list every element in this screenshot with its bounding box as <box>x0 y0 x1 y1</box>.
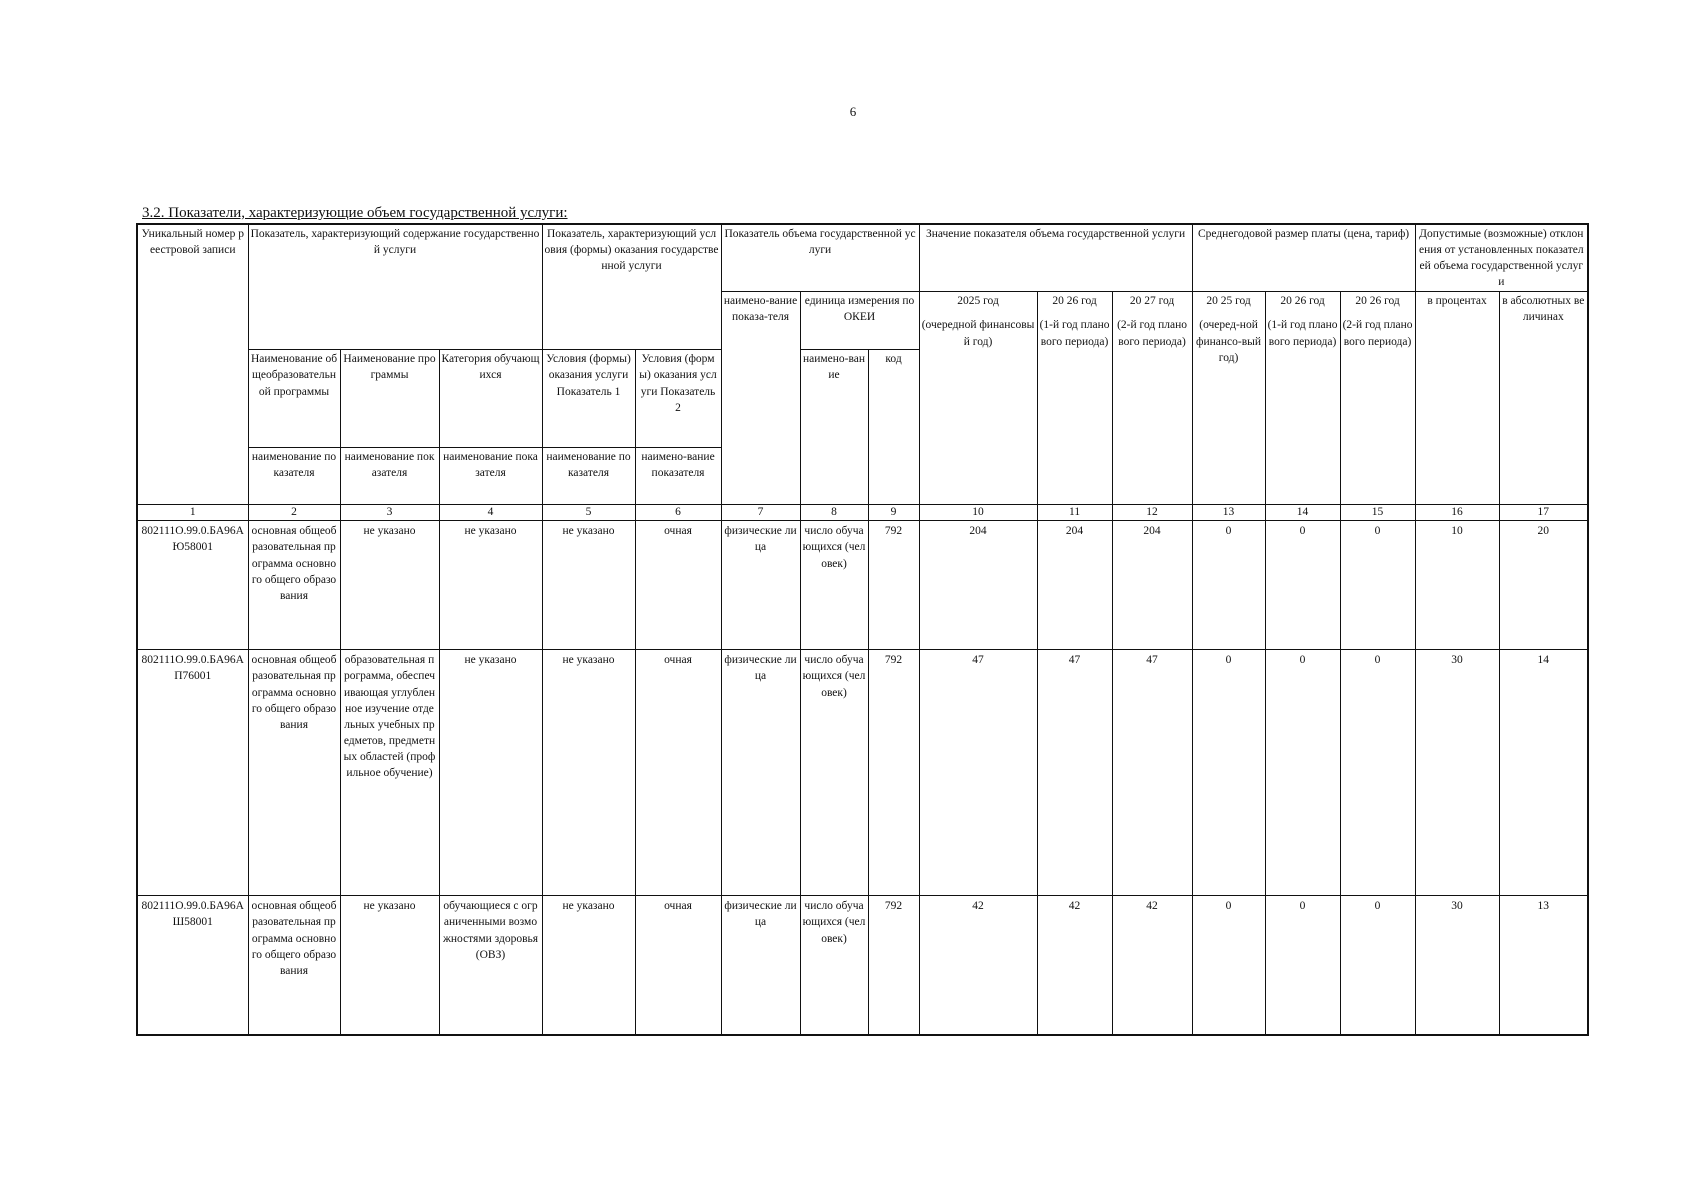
cell-price-2026b: 0 <box>1340 896 1415 1035</box>
cell-category: не указано <box>439 521 542 650</box>
header-condition-2: Условия (формы) оказания услуги Показатель 2 <box>635 350 721 448</box>
cell-value-2026: 47 <box>1037 650 1112 896</box>
cell-program-name: основная общеобразовательная программа основного общего образования <box>248 650 340 896</box>
header-indicator-name: наименование показателя <box>439 448 542 505</box>
header-unit-code: код <box>868 350 919 505</box>
header-program2-name: Наименование программы <box>340 350 439 448</box>
column-number: 7 <box>721 505 800 521</box>
year-note: (2-й год планового периода) <box>1342 319 1413 348</box>
column-number: 2 <box>248 505 340 521</box>
cell-unit-name: число обучающихся (человек) <box>800 896 868 1035</box>
year-note: (очередной финансовый год) <box>921 319 1035 348</box>
section-title: 3.2. Показатели, характеризующие объем государственной услуги: <box>142 205 568 221</box>
cell-registry-number: 802111О.99.0.БА96АП76001 <box>137 650 248 896</box>
cell-unit-code: 792 <box>868 896 919 1035</box>
year-note: (очеред-ной финансо-вый год) <box>1196 319 1262 364</box>
table-row <box>137 896 1588 1035</box>
column-number: 8 <box>800 505 868 521</box>
cell-program2-name: образовательная программа, обеспечивающая углубленное изучение отдельных учебных предметов, предметных областей (профильное обучение) <box>340 650 439 896</box>
header-registry-number: Уникальный номер реестровой записи <box>137 224 248 505</box>
cell-price-2026: 0 <box>1265 896 1340 1035</box>
cell-value-2025: 204 <box>919 521 1037 650</box>
header-col14-year <box>1265 292 1340 505</box>
cell-condition-2: очная <box>635 650 721 896</box>
cell-price-2026: 0 <box>1265 521 1340 650</box>
column-number: 5 <box>542 505 635 521</box>
cell-category: не указано <box>439 650 542 896</box>
cell-price-2026: 0 <box>1265 650 1340 896</box>
header-volume-group: Показатель объема государственной услуги <box>721 224 919 292</box>
column-number: 17 <box>1499 505 1588 521</box>
column-number: 3 <box>340 505 439 521</box>
header-col11-year <box>1037 292 1112 505</box>
year-note: (1-й год планового периода) <box>1267 319 1338 348</box>
cell-volume-name: физические лица <box>721 896 800 1035</box>
year-label: 20 26 год <box>1355 295 1400 308</box>
column-number: 12 <box>1112 505 1192 521</box>
cell-price-2026b: 0 <box>1340 650 1415 896</box>
cell-program2-name: не указано <box>340 521 439 650</box>
cell-unit-name: число обучающихся (человек) <box>800 521 868 650</box>
cell-category: обучающиеся с ограниченными возможностями здоровья (ОВЗ) <box>439 896 542 1035</box>
cell-value-2026: 204 <box>1037 521 1112 650</box>
cell-volume-name: физические лица <box>721 521 800 650</box>
column-number: 16 <box>1415 505 1499 521</box>
cell-condition-1: не указано <box>542 896 635 1035</box>
header-col10-year <box>919 292 1037 505</box>
header-dev-percent: в процентах <box>1415 292 1499 505</box>
cell-price-2025: 0 <box>1192 521 1265 650</box>
cell-dev-absolute: 13 <box>1499 896 1588 1035</box>
column-number: 15 <box>1340 505 1415 521</box>
header-conditions-group: Показатель, характеризующий условия (формы) оказания государственной услуги <box>542 224 721 350</box>
header-volume-name: наимено-вание показа-теля <box>721 292 800 505</box>
header-deviation-group: Допустимые (возможные) отклонения от установленных показателей объема государственной услуги <box>1415 224 1588 292</box>
cell-condition-2: очная <box>635 521 721 650</box>
year-label: 20 25 год <box>1206 295 1251 308</box>
year-note: (1-й год планового периода) <box>1039 319 1110 348</box>
header-col12-year <box>1112 292 1192 505</box>
column-number: 4 <box>439 505 542 521</box>
cell-unit-name: число обучающихся (человек) <box>800 650 868 896</box>
header-col15-year <box>1340 292 1415 505</box>
cell-unit-code: 792 <box>868 521 919 650</box>
cell-dev-percent: 10 <box>1415 521 1499 650</box>
column-number-row <box>137 505 1588 521</box>
header-category: Категория обучающихся <box>439 350 542 448</box>
header-unit-group: единица измерения по ОКЕИ <box>800 292 919 350</box>
cell-dev-absolute: 20 <box>1499 521 1588 650</box>
column-number: 14 <box>1265 505 1340 521</box>
header-indicator-name: наименование показателя <box>542 448 635 505</box>
cell-condition-1: не указано <box>542 650 635 896</box>
year-note: (2-й год планового периода) <box>1117 319 1187 348</box>
cell-value-2025: 47 <box>919 650 1037 896</box>
cell-price-2025: 0 <box>1192 650 1265 896</box>
cell-value-2025: 42 <box>919 896 1037 1035</box>
header-indicator-name: наименование показателя <box>340 448 439 505</box>
header-content-group: Показатель, характеризующий содержание государственной услуги <box>248 224 542 350</box>
cell-dev-percent: 30 <box>1415 650 1499 896</box>
header-dev-absolute: в абсолютных величинах <box>1499 292 1588 505</box>
header-indicator-name: наимено-вание показателя <box>635 448 721 505</box>
column-number: 6 <box>635 505 721 521</box>
cell-program2-name: не указано <box>340 896 439 1035</box>
header-price-group: Среднегодовой размер платы (цена, тариф) <box>1192 224 1415 292</box>
cell-value-2027: 42 <box>1112 896 1192 1035</box>
header-indicator-name: наименование показателя <box>248 448 340 505</box>
cell-value-2027: 47 <box>1112 650 1192 896</box>
header-program-name: Наименование общеобразовательной программы <box>248 350 340 448</box>
year-label: 20 26 год <box>1280 295 1325 308</box>
header-condition-1: Условия (формы) оказания услуги Показатель 1 <box>542 350 635 448</box>
cell-price-2026b: 0 <box>1340 521 1415 650</box>
column-number: 9 <box>868 505 919 521</box>
year-label: 20 27 год <box>1129 295 1175 308</box>
cell-value-2027: 204 <box>1112 521 1192 650</box>
cell-registry-number: 802111О.99.0.БА96АЮ58001 <box>137 521 248 650</box>
cell-program-name: основная общеобразовательная программа основного общего образования <box>248 521 340 650</box>
cell-registry-number: 802111О.99.0.БА96АШ58001 <box>137 896 248 1035</box>
year-label: 20 26 год <box>1052 295 1097 308</box>
column-number: 10 <box>919 505 1037 521</box>
cell-condition-2: очная <box>635 896 721 1035</box>
volume-indicators-table <box>136 223 1589 1036</box>
cell-condition-1: не указано <box>542 521 635 650</box>
table-row <box>137 521 1588 650</box>
cell-volume-name: физические лица <box>721 650 800 896</box>
header-unit-name: наимено-вание <box>800 350 868 505</box>
column-number: 11 <box>1037 505 1112 521</box>
cell-dev-percent: 30 <box>1415 896 1499 1035</box>
year-label: 2025 год <box>957 295 999 308</box>
cell-value-2026: 42 <box>1037 896 1112 1035</box>
header-col13-year <box>1192 292 1265 505</box>
cell-dev-absolute: 14 <box>1499 650 1588 896</box>
cell-price-2025: 0 <box>1192 896 1265 1035</box>
column-number: 1 <box>137 505 248 521</box>
page-number: 6 <box>849 104 857 119</box>
table-row <box>137 650 1588 896</box>
cell-program-name: основная общеобразовательная программа основного общего образования <box>248 896 340 1035</box>
column-number: 13 <box>1192 505 1265 521</box>
header-value-group: Значение показателя объема государственной услуги <box>919 224 1192 292</box>
cell-unit-code: 792 <box>868 650 919 896</box>
